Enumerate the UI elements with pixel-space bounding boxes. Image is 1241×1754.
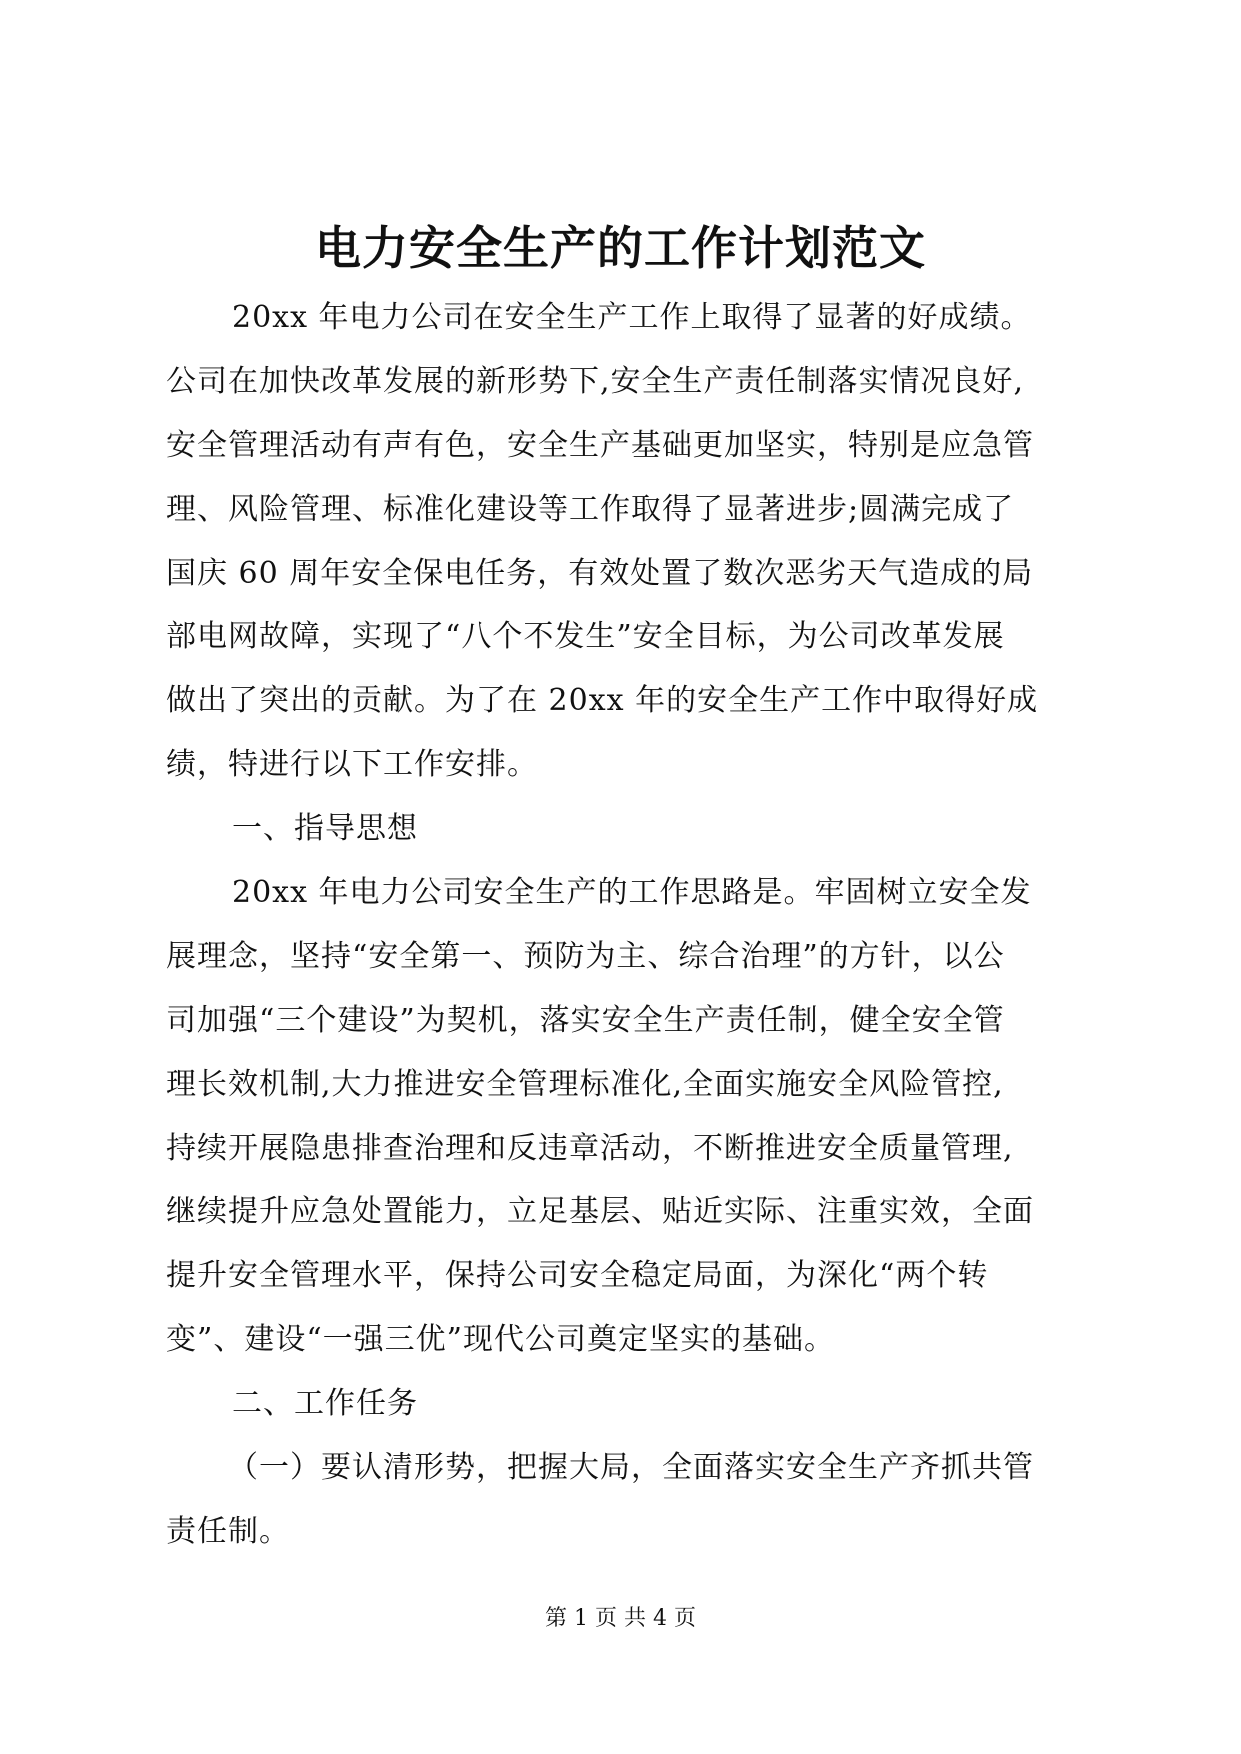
body-line: 提升安全管理水平，保持公司安全稳定局面，为深化“两个转 (166, 1258, 989, 1294)
body-line: 展理念，坚持“安全第一、预防为主、综合治理”的方针，以公 (166, 938, 1005, 974)
body-line: 国庆 60 周年安全保电任务，有效处置了数次恶劣天气造成的局 (166, 555, 1034, 591)
body-line: 20xx 年电力公司安全生产的工作思路是。牢固树立安全发 (232, 875, 1032, 911)
body-line: 理长效机制,大力推进安全管理标准化,全面实施安全风险管控, (166, 1066, 1004, 1102)
body-line: 变”、建设“一强三优”现代公司奠定坚实的基础。 (166, 1322, 836, 1358)
body-line: 司加强“三个建设”为契机，落实安全生产责任制，健全安全管 (166, 1002, 1005, 1038)
body-line: 公司在加快改革发展的新形势下,安全生产责任制落实情况良好, (166, 363, 1025, 399)
body-line: 绩，特进行以下工作安排。 (166, 747, 538, 783)
body-line: 继续提升应急处置能力，立足基层、贴近实际、注重实效，全面 (166, 1194, 1034, 1230)
body-line: 持续开展隐患排查治理和反违章活动，不断推进安全质量管理, (166, 1130, 1014, 1166)
section-heading-work-tasks: 二、工作任务 (232, 1386, 418, 1422)
section-heading-guiding-ideology: 一、指导思想 (232, 811, 418, 847)
document-body (166, 286, 1078, 1564)
document-title: 电力安全生产的工作计划范文 (315, 221, 926, 275)
body-line: 安全管理活动有声有色，安全生产基础更加坚实，特别是应急管 (166, 427, 1034, 463)
body-line: 责任制。 (166, 1513, 290, 1549)
page-number-footer: 第 1 页 共 4 页 (545, 1606, 696, 1631)
body-line: 做出了突出的贡献。为了在 20xx 年的安全生产工作中取得好成 (166, 683, 1039, 719)
body-line: 部电网故障，实现了“八个不发生”安全目标，为公司改革发展 (166, 619, 1005, 655)
subsection-heading: （一）要认清形势，把握大局，全面落实安全生产齐抓共管 (228, 1450, 1034, 1486)
body-line: 20xx 年电力公司在安全生产工作上取得了显著的好成绩。 (232, 300, 1032, 335)
body-line: 理、风险管理、标准化建设等工作取得了显著进步;圆满完成了 (166, 491, 1015, 527)
